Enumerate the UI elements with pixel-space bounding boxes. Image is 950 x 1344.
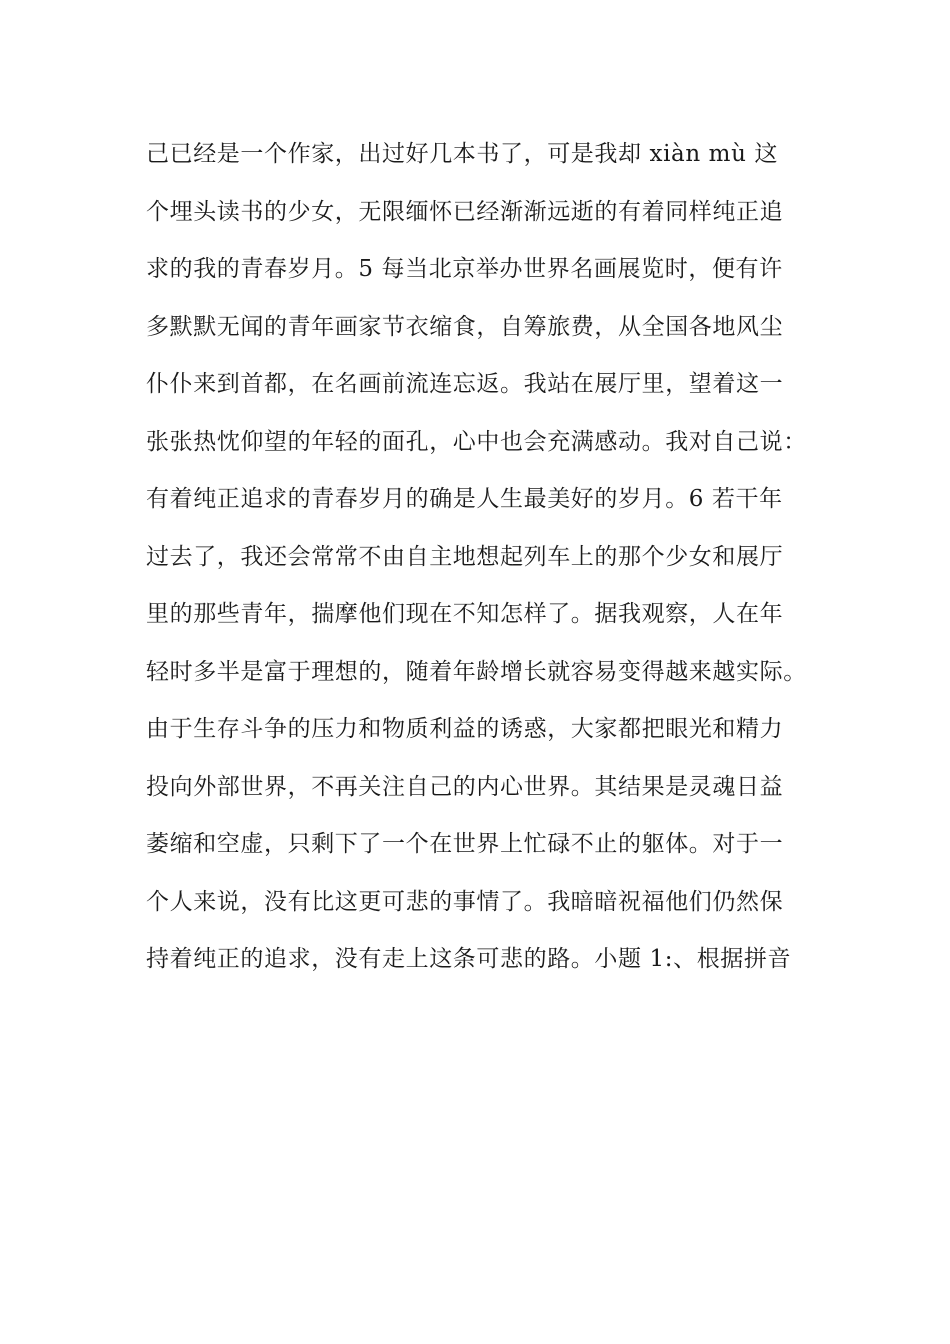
- text-line: 由于生存斗争的压力和物质利益的诱惑，大家都把眼光和精力: [146, 716, 784, 742]
- text-line: 个人来说，没有比这更可悲的事情了。我暗暗祝福他们仍然保: [146, 888, 784, 915]
- text-line: 个埋头读书的少女，无限缅怀已经渐渐远逝的有着同样纯正追: [146, 198, 784, 225]
- text-line: 求的我的青春岁月。5 每当北京举办世界名画展览时，便有许: [146, 256, 783, 282]
- text-line: 仆仆来到首都，在名画前流连忘返。我站在展厅里，望着这一: [146, 371, 784, 397]
- text-line: 持着纯正的追求，没有走上这条可悲的路。小题 1:、根据拼音: [146, 946, 792, 972]
- text-line: 多默默无闻的青年画家节衣缩食，自筹旅费，从全国各地风尘: [146, 313, 784, 340]
- text-line: 张张热忱仰望的年轻的面孔，心中也会充满感动。我对自己说：: [146, 428, 807, 455]
- body-text: [146, 134, 836, 997]
- text-line: 投向外部世界，不再关注自己的内心世界。其结果是灵魂日益: [146, 773, 784, 800]
- text-line: 有着纯正追求的青春岁月的确是人生最美好的岁月。6 若干年: [146, 486, 783, 512]
- text-line: 轻时多半是富于理想的，随着年龄增长就容易变得越来越实际。: [146, 658, 807, 685]
- text-line: 己已经是一个作家，出过好几本书了，可是我却 xiàn mù 这: [146, 141, 779, 167]
- text-line: 过去了，我还会常常不由自主地想起列车上的那个少女和展厅: [146, 543, 784, 570]
- text-line: 萎缩和空虚，只剩下了一个在世界上忙碌不止的躯体。对于一: [146, 831, 784, 857]
- text-line: 里的那些青年，揣摩他们现在不知怎样了。据我观察，人在年: [146, 601, 784, 627]
